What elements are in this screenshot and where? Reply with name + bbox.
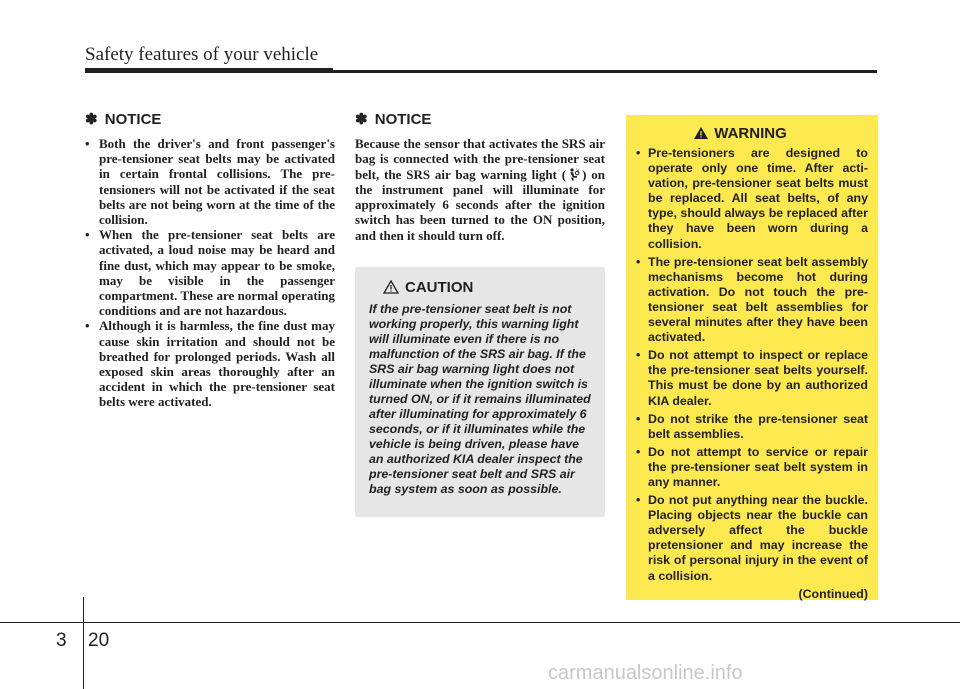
airbag-warning-icon <box>568 168 580 181</box>
notice-right-section <box>355 110 605 243</box>
notice-left-item: • When the pre-tensioner seat belts are activated, a loud noise may be heard and fine dust, which may appear to be smoke, may be visible in the passenger compartment. These are normal operating conditions and are not hazardous. <box>85 227 335 318</box>
notice-star-icon: ✽ <box>355 111 368 128</box>
warning-title: WARNING <box>714 124 787 142</box>
warning-item: • Pre-tensioners are designed to operate only one time. After activation, pre-tensioner seat belts must be replaced. All seat belts, of any type, should always be replaced after they have been worn during a collision. <box>636 146 868 252</box>
notice-right-paragraph <box>355 136 605 243</box>
warning-triangle-filled-icon <box>693 126 709 140</box>
notice-star-icon: ✽ <box>85 111 98 128</box>
caution-body: If the pre-tensioner seat belt is not working properly, this warning light will illuminate even if there is no malfunction of the SRS air bag. If the SRS air bag warning light does not illuminate when the ignition switch is turned ON, or if it remains illuminated after illuminating for approximately 6 seconds, or if it illuminates while the vehicle is being driven, please have an authorized KIA dealer inspect the pre-tensioner seat belt and SRS air bag system as soon as possible. <box>369 302 591 496</box>
caution-heading <box>383 277 595 297</box>
warning-item: • Do not attempt to service or repair the pre-tensioner seat belt system in any manner. <box>636 445 868 490</box>
warning-heading <box>636 123 844 143</box>
warning-box <box>626 115 878 600</box>
notice-left-section <box>85 110 335 410</box>
notice-left-heading <box>85 110 335 130</box>
watermark-text: carmanualsonline.info <box>548 662 743 684</box>
chapter-number: 3 <box>56 630 67 651</box>
notice-right-heading <box>355 110 605 130</box>
warning-list <box>636 146 868 584</box>
continued-label: (Continued) <box>798 586 868 601</box>
warning-item: • The pre-tensioner seat belt assembly mechanisms become hot during activation. Do not touch the pre-tensioner seat belt assemblies for several minutes after they have been activated. <box>636 255 868 346</box>
warning-item: • Do not put anything near the buckle. Placing objects near the buckle can adversely affect the buckle pretensioner and may increase the risk of personal injury in the event of a collision. <box>636 493 868 584</box>
warning-item: • Do not attempt to inspect or replace the pre-tensioner seat belts yourself. This must be done by an authorized KIA dealer. <box>636 348 868 408</box>
header-rule <box>85 70 877 73</box>
notice-right-text-b: ) on the instrument panel will illuminate for approximately 6 seconds after the ignition switch has been turned to the ON position, and then it should turn off. <box>355 166 605 243</box>
notice-left-item: • Although it is harmless, the fine dust may cause skin irritation and should not be breathed for prolonged periods. Wash all exposed skin areas thoroughly after an accident in which the pre-tensioner seat belts were activated. <box>85 318 335 409</box>
caution-title: CAUTION <box>405 278 474 296</box>
notice-left-list <box>85 136 335 410</box>
warning-item: • Do not strike the pre-tensioner seat belt assemblies. <box>636 412 868 442</box>
footer-divider <box>83 597 84 689</box>
caution-box <box>355 267 605 517</box>
notice-right-text-a: Because the sensor that activates the SRS air bag is connected with the pre-tensioner seat belt, the SRS air bag warning light ( <box>355 136 605 182</box>
notice-left-item: • Both the driver's and front passenger's pre-tensioner seat belts may be activated in certain frontal collisions. The pre-tensioners will not be activated if the seat belts are not being worn at the time of the collision. <box>85 136 335 227</box>
warning-triangle-icon <box>383 280 399 294</box>
page-number: 20 <box>88 630 110 651</box>
notice-left-title: NOTICE <box>104 111 162 128</box>
notice-right-title: NOTICE <box>374 111 432 128</box>
footer-rule <box>0 622 960 623</box>
page-header-title: Safety features of your vehicle <box>85 44 319 65</box>
